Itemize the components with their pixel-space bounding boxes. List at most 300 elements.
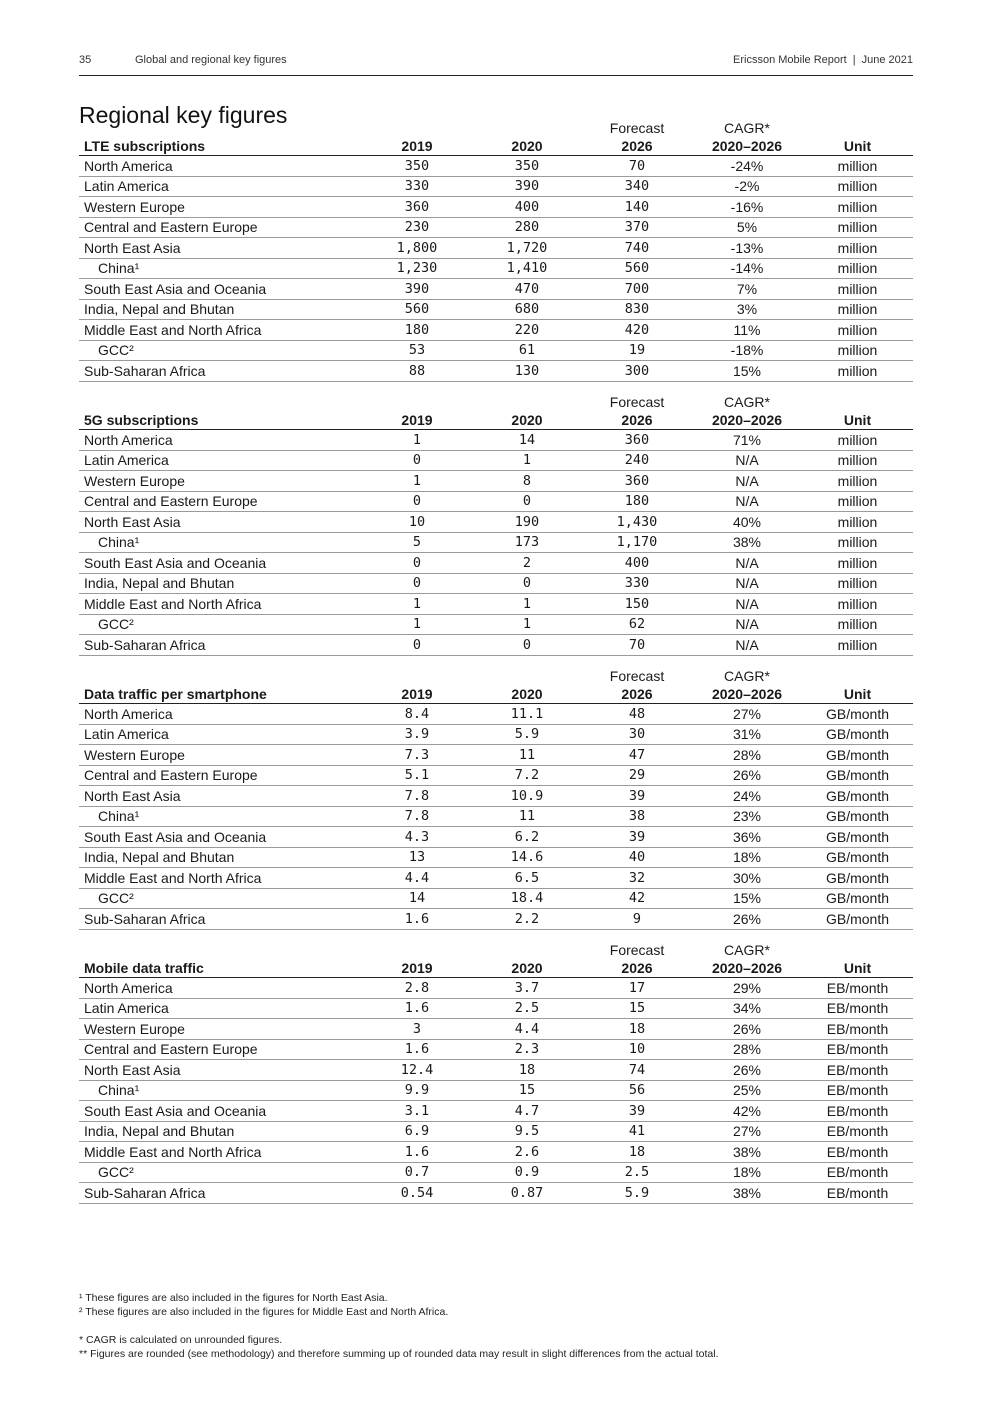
table-block	[79, 939, 913, 1213]
y2020-cell: 350	[472, 156, 582, 177]
unit-cell: million	[802, 320, 913, 341]
y2020-cell: 0.9	[472, 1162, 582, 1183]
blank-cell	[802, 939, 913, 958]
footnotes	[79, 1291, 913, 1361]
year-2020-header: 2020	[472, 136, 582, 156]
header-separator: |	[852, 54, 856, 66]
table-row	[79, 765, 913, 786]
y2020-cell: 2	[472, 553, 582, 574]
region-cell: Sub-Saharan Africa	[79, 635, 362, 656]
unit-cell: EB/month	[802, 978, 913, 999]
table-row	[79, 340, 913, 361]
y2026-cell: 19	[582, 340, 692, 361]
footnote-rounding: ** Figures are rounded (see methodology) and therefore summing up of rounded data may result in slight differences from the actual total.	[79, 1348, 719, 1360]
region-cell: India, Nepal and Bhutan	[79, 573, 362, 594]
unit-cell: million	[802, 471, 913, 492]
region-cell: Western Europe	[79, 471, 362, 492]
unit-cell: million	[802, 614, 913, 635]
y2019-cell: 360	[362, 197, 472, 218]
region-cell: China¹	[79, 1080, 362, 1101]
cagr-header: CAGR*	[724, 120, 770, 136]
y2020-cell: 11	[472, 806, 582, 827]
region-cell: South East Asia and Oceania	[79, 279, 362, 300]
forecast-year-header: 2026	[582, 136, 692, 156]
header-row	[79, 684, 913, 704]
table-row	[79, 512, 913, 533]
header-row	[79, 410, 913, 430]
table-row	[79, 197, 913, 218]
header-row-top	[79, 665, 913, 684]
table-row	[79, 827, 913, 848]
table-row	[79, 532, 913, 553]
y2020-cell: 1,410	[472, 258, 582, 279]
cagr-cell: -18%	[692, 340, 802, 361]
region-cell: China¹	[79, 258, 362, 279]
y2019-cell: 88	[362, 361, 472, 382]
year-2020-header: 2020	[472, 958, 582, 978]
y2019-cell: 0.7	[362, 1162, 472, 1183]
y2026-cell: 62	[582, 614, 692, 635]
cagr-cell: 18%	[692, 1162, 802, 1183]
y2020-cell: 8	[472, 471, 582, 492]
blank-cell	[802, 391, 913, 410]
table-row	[79, 1162, 913, 1183]
key-figures-table	[79, 117, 913, 382]
table-row	[79, 868, 913, 889]
header-row	[79, 136, 913, 156]
cagr-cell: -2%	[692, 176, 802, 197]
y2020-cell: 0.87	[472, 1183, 582, 1204]
key-figures-table	[79, 665, 913, 930]
cagr-header: CAGR*	[724, 394, 770, 410]
table-block	[79, 117, 913, 391]
y2020-cell: 5.9	[472, 724, 582, 745]
region-cell: Western Europe	[79, 197, 362, 218]
y2019-cell: 1,230	[362, 258, 472, 279]
y2026-cell: 48	[582, 704, 692, 725]
region-cell: North America	[79, 704, 362, 725]
unit-cell: million	[802, 512, 913, 533]
table-heading: Mobile data traffic	[79, 958, 362, 978]
y2026-cell: 400	[582, 553, 692, 574]
y2026-cell: 41	[582, 1121, 692, 1142]
table-row	[79, 361, 913, 382]
y2026-cell: 560	[582, 258, 692, 279]
y2020-cell: 6.2	[472, 827, 582, 848]
blank-cell	[362, 117, 472, 136]
y2020-cell: 173	[472, 532, 582, 553]
y2019-cell: 7.8	[362, 806, 472, 827]
y2020-cell: 9.5	[472, 1121, 582, 1142]
region-cell: GCC²	[79, 340, 362, 361]
blank-cell	[472, 665, 582, 684]
table-row	[79, 888, 913, 909]
page-number: 35	[79, 54, 92, 66]
y2026-cell: 9	[582, 909, 692, 930]
y2026-cell: 70	[582, 156, 692, 177]
blank-cell	[472, 391, 582, 410]
y2019-cell: 6.9	[362, 1121, 472, 1142]
y2020-cell: 2.3	[472, 1039, 582, 1060]
y2020-cell: 2.5	[472, 998, 582, 1019]
cagr-header: CAGR*	[724, 668, 770, 684]
cagr-cell: 25%	[692, 1080, 802, 1101]
key-figures-table	[79, 391, 913, 656]
table-heading: LTE subscriptions	[79, 136, 362, 156]
y2019-cell: 1.6	[362, 1142, 472, 1163]
year-2020-header: 2020	[472, 684, 582, 704]
cagr-cell: 27%	[692, 1121, 802, 1142]
unit-cell: EB/month	[802, 1060, 913, 1081]
page-title: Regional key figures	[79, 102, 288, 128]
y2020-cell: 18.4	[472, 888, 582, 909]
unit-header: Unit	[802, 136, 913, 156]
forecast-year-header: 2026	[582, 410, 692, 430]
region-cell: North East Asia	[79, 1060, 362, 1081]
y2026-cell: 700	[582, 279, 692, 300]
region-cell: Central and Eastern Europe	[79, 217, 362, 238]
unit-cell: million	[802, 430, 913, 451]
y2020-cell: 3.7	[472, 978, 582, 999]
y2026-cell: 29	[582, 765, 692, 786]
unit-cell: million	[802, 450, 913, 471]
y2026-cell: 5.9	[582, 1183, 692, 1204]
year-2019-header: 2019	[362, 958, 472, 978]
y2020-cell: 4.7	[472, 1101, 582, 1122]
unit-cell: million	[802, 156, 913, 177]
table-row	[79, 704, 913, 725]
cagr-cell: -24%	[692, 156, 802, 177]
cagr-range-header: 2020–2026	[692, 958, 802, 978]
region-cell: India, Nepal and Bhutan	[79, 299, 362, 320]
table-row	[79, 1019, 913, 1040]
report-title	[733, 54, 913, 66]
unit-cell: million	[802, 197, 913, 218]
unit-cell: GB/month	[802, 888, 913, 909]
y2019-cell: 4.4	[362, 868, 472, 889]
y2026-cell: 18	[582, 1019, 692, 1040]
y2020-cell: 190	[472, 512, 582, 533]
unit-cell: GB/month	[802, 724, 913, 745]
cagr-cell: 26%	[692, 765, 802, 786]
y2019-cell: 14	[362, 888, 472, 909]
table-row	[79, 553, 913, 574]
unit-header: Unit	[802, 410, 913, 430]
cagr-cell: N/A	[692, 491, 802, 512]
y2019-cell: 12.4	[362, 1060, 472, 1081]
y2020-cell: 61	[472, 340, 582, 361]
y2026-cell: 47	[582, 745, 692, 766]
y2020-cell: 2.2	[472, 909, 582, 930]
y2020-cell: 0	[472, 573, 582, 594]
cagr-cell: 42%	[692, 1101, 802, 1122]
y2019-cell: 390	[362, 279, 472, 300]
table-row	[79, 320, 913, 341]
y2020-cell: 280	[472, 217, 582, 238]
y2019-cell: 1	[362, 471, 472, 492]
unit-cell: EB/month	[802, 1039, 913, 1060]
table-row	[79, 1142, 913, 1163]
y2026-cell: 240	[582, 450, 692, 471]
table-row	[79, 786, 913, 807]
page-header	[79, 52, 913, 76]
unit-cell: million	[802, 238, 913, 259]
y2026-cell: 39	[582, 827, 692, 848]
table-row	[79, 299, 913, 320]
table-row	[79, 471, 913, 492]
cagr-cell: 36%	[692, 827, 802, 848]
table-heading: 5G subscriptions	[79, 410, 362, 430]
unit-cell: GB/month	[802, 847, 913, 868]
cagr-cell: N/A	[692, 450, 802, 471]
y2019-cell: 0	[362, 573, 472, 594]
unit-cell: EB/month	[802, 1162, 913, 1183]
table-row	[79, 1060, 913, 1081]
y2020-cell: 130	[472, 361, 582, 382]
unit-cell: EB/month	[802, 1121, 913, 1142]
table-row	[79, 909, 913, 930]
table-row	[79, 978, 913, 999]
y2019-cell: 0	[362, 450, 472, 471]
region-cell: Western Europe	[79, 1019, 362, 1040]
y2020-cell: 2.6	[472, 1142, 582, 1163]
cagr-cell: N/A	[692, 635, 802, 656]
region-cell: North America	[79, 430, 362, 451]
y2020-cell: 400	[472, 197, 582, 218]
y2019-cell: 330	[362, 176, 472, 197]
y2019-cell: 1	[362, 594, 472, 615]
cagr-cell: N/A	[692, 594, 802, 615]
y2026-cell: 830	[582, 299, 692, 320]
unit-cell: GB/month	[802, 827, 913, 848]
region-cell: North East Asia	[79, 786, 362, 807]
region-cell: Sub-Saharan Africa	[79, 1183, 362, 1204]
y2026-cell: 1,430	[582, 512, 692, 533]
unit-cell: million	[802, 491, 913, 512]
y2020-cell: 680	[472, 299, 582, 320]
table-row	[79, 724, 913, 745]
table-row	[79, 238, 913, 259]
y2026-cell: 15	[582, 998, 692, 1019]
region-cell: North East Asia	[79, 512, 362, 533]
year-2019-header: 2019	[362, 136, 472, 156]
unit-cell: GB/month	[802, 909, 913, 930]
cagr-cell: N/A	[692, 573, 802, 594]
unit-cell: million	[802, 635, 913, 656]
table-block	[79, 391, 913, 665]
cagr-cell: 11%	[692, 320, 802, 341]
y2026-cell: 74	[582, 1060, 692, 1081]
y2019-cell: 3.9	[362, 724, 472, 745]
cagr-cell: 28%	[692, 1039, 802, 1060]
key-figures-table	[79, 939, 913, 1204]
y2019-cell: 1.6	[362, 909, 472, 930]
unit-cell: EB/month	[802, 1142, 913, 1163]
y2026-cell: 38	[582, 806, 692, 827]
y2019-cell: 7.8	[362, 786, 472, 807]
cagr-range-header: 2020–2026	[692, 684, 802, 704]
unit-cell: million	[802, 340, 913, 361]
y2026-cell: 39	[582, 786, 692, 807]
y2019-cell: 7.3	[362, 745, 472, 766]
footnote-2: ² These figures are also included in the figures for Middle East and North Africa.	[79, 1306, 449, 1318]
y2026-cell: 180	[582, 491, 692, 512]
y2019-cell: 0	[362, 553, 472, 574]
region-cell: Middle East and North Africa	[79, 320, 362, 341]
blank-cell	[802, 117, 913, 136]
table-row	[79, 998, 913, 1019]
header-row-top	[79, 391, 913, 410]
forecast-header: Forecast	[609, 120, 665, 136]
unit-cell: GB/month	[802, 786, 913, 807]
y2026-cell: 1,170	[582, 532, 692, 553]
blank-cell	[362, 665, 472, 684]
cagr-cell: 15%	[692, 361, 802, 382]
blank-cell	[79, 391, 362, 410]
unit-cell: million	[802, 553, 913, 574]
y2026-cell: 32	[582, 868, 692, 889]
region-cell: India, Nepal and Bhutan	[79, 1121, 362, 1142]
y2020-cell: 1	[472, 614, 582, 635]
table-row	[79, 1121, 913, 1142]
report-date: June 2021	[861, 54, 913, 66]
y2019-cell: 10	[362, 512, 472, 533]
y2026-cell: 30	[582, 724, 692, 745]
region-cell: Central and Eastern Europe	[79, 491, 362, 512]
region-cell: South East Asia and Oceania	[79, 827, 362, 848]
cagr-cell: 18%	[692, 847, 802, 868]
table-row	[79, 217, 913, 238]
region-cell: Central and Eastern Europe	[79, 1039, 362, 1060]
y2020-cell: 15	[472, 1080, 582, 1101]
cagr-cell: 38%	[692, 1183, 802, 1204]
unit-cell: million	[802, 299, 913, 320]
year-2019-header: 2019	[362, 684, 472, 704]
unit-cell: EB/month	[802, 1019, 913, 1040]
y2020-cell: 7.2	[472, 765, 582, 786]
region-cell: China¹	[79, 806, 362, 827]
footnote-1: ¹ These figures are also included in the figures for North East Asia.	[79, 1292, 388, 1304]
unit-cell: million	[802, 361, 913, 382]
y2026-cell: 56	[582, 1080, 692, 1101]
table-row	[79, 156, 913, 177]
cagr-cell: 24%	[692, 786, 802, 807]
table-row	[79, 430, 913, 451]
blank-cell	[472, 939, 582, 958]
cagr-cell: N/A	[692, 471, 802, 492]
y2019-cell: 0.54	[362, 1183, 472, 1204]
table-row	[79, 1080, 913, 1101]
y2026-cell: 370	[582, 217, 692, 238]
region-cell: South East Asia and Oceania	[79, 553, 362, 574]
table-row	[79, 573, 913, 594]
y2019-cell: 9.9	[362, 1080, 472, 1101]
blank-cell	[79, 665, 362, 684]
forecast-header: Forecast	[609, 394, 665, 410]
year-2019-header: 2019	[362, 410, 472, 430]
cagr-cell: 31%	[692, 724, 802, 745]
cagr-cell: -14%	[692, 258, 802, 279]
section-title: Global and regional key figures	[135, 54, 287, 66]
region-cell: Western Europe	[79, 745, 362, 766]
unit-cell: million	[802, 573, 913, 594]
y2020-cell: 14.6	[472, 847, 582, 868]
y2020-cell: 470	[472, 279, 582, 300]
y2019-cell: 3	[362, 1019, 472, 1040]
y2020-cell: 0	[472, 635, 582, 656]
unit-cell: million	[802, 258, 913, 279]
cagr-cell: 38%	[692, 532, 802, 553]
region-cell: GCC²	[79, 1162, 362, 1183]
y2019-cell: 560	[362, 299, 472, 320]
cagr-cell: 3%	[692, 299, 802, 320]
y2026-cell: 42	[582, 888, 692, 909]
cagr-cell: -13%	[692, 238, 802, 259]
region-cell: North America	[79, 978, 362, 999]
tables-container	[79, 117, 913, 1213]
y2026-cell: 39	[582, 1101, 692, 1122]
y2020-cell: 11	[472, 745, 582, 766]
table-row	[79, 594, 913, 615]
forecast-header: Forecast	[609, 942, 665, 958]
y2020-cell: 390	[472, 176, 582, 197]
y2020-cell: 14	[472, 430, 582, 451]
table-row	[79, 258, 913, 279]
y2019-cell: 5	[362, 532, 472, 553]
cagr-cell: 38%	[692, 1142, 802, 1163]
unit-cell: million	[802, 532, 913, 553]
unit-cell: GB/month	[802, 868, 913, 889]
region-cell: Latin America	[79, 724, 362, 745]
unit-cell: million	[802, 279, 913, 300]
y2019-cell: 1.6	[362, 1039, 472, 1060]
region-cell: South East Asia and Oceania	[79, 1101, 362, 1122]
y2026-cell: 740	[582, 238, 692, 259]
unit-cell: GB/month	[802, 704, 913, 725]
y2026-cell: 10	[582, 1039, 692, 1060]
y2020-cell: 11.1	[472, 704, 582, 725]
cagr-cell: 5%	[692, 217, 802, 238]
cagr-cell: 7%	[692, 279, 802, 300]
unit-cell: EB/month	[802, 1183, 913, 1204]
unit-header: Unit	[802, 958, 913, 978]
y2019-cell: 1	[362, 430, 472, 451]
header-row-top	[79, 939, 913, 958]
cagr-cell: 28%	[692, 745, 802, 766]
y2019-cell: 350	[362, 156, 472, 177]
y2026-cell: 140	[582, 197, 692, 218]
y2026-cell: 360	[582, 471, 692, 492]
region-cell: Sub-Saharan Africa	[79, 909, 362, 930]
footnote-gap	[79, 1319, 913, 1333]
region-cell: Latin America	[79, 998, 362, 1019]
cagr-cell: -16%	[692, 197, 802, 218]
y2026-cell: 340	[582, 176, 692, 197]
y2019-cell: 4.3	[362, 827, 472, 848]
y2019-cell: 1,800	[362, 238, 472, 259]
region-cell: North East Asia	[79, 238, 362, 259]
year-2020-header: 2020	[472, 410, 582, 430]
y2026-cell: 420	[582, 320, 692, 341]
y2020-cell: 1	[472, 594, 582, 615]
cagr-cell: 29%	[692, 978, 802, 999]
table-row	[79, 1039, 913, 1060]
region-cell: China¹	[79, 532, 362, 553]
blank-cell	[802, 665, 913, 684]
cagr-range-header: 2020–2026	[692, 136, 802, 156]
table-row	[79, 806, 913, 827]
y2026-cell: 360	[582, 430, 692, 451]
